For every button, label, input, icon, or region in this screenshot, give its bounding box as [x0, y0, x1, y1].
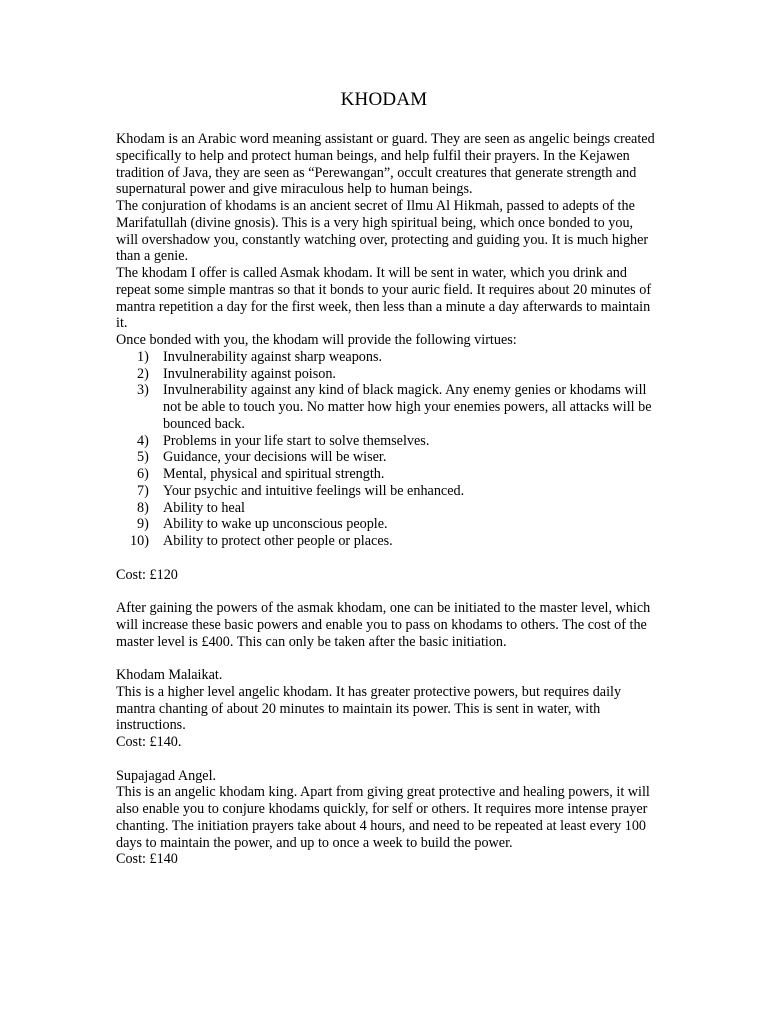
intro-paragraph-1: Khodam is an Arabic word meaning assistant or guard. They are seen as angelic beings created specifically to help and protect human beings, and help fulfil their prayers. In the Kejawen tradition of Java, they are seen as “Perewangan”, occult creatures that generate strength and supernatural power and give miraculous help to human beings. — [116, 131, 655, 198]
master-level-paragraph: After gaining the powers of the asmak khodam, one can be initiated to the master level, which will increase these basic powers and enable you to pass on khodams to others. The cost of the master level is £400. This can only be taken after the basic initiation. — [116, 600, 651, 650]
malaikat-description: This is a higher level angelic khodam. It has greater protective powers, but requires daily mantra chanting of about 20 minutes to maintain its power. This is sent in water, with instructions. — [116, 683, 622, 734]
list-number: 6) — [137, 466, 149, 482]
list-item — [116, 483, 656, 500]
list-text: Mental, physical and spiritual strength. — [163, 466, 385, 482]
list-number: 5) — [137, 449, 149, 466]
list-text: Ability to wake up unconscious people. — [163, 516, 388, 533]
list-number: 2) — [137, 365, 149, 382]
list-number: 8) — [137, 499, 149, 516]
list-item — [116, 533, 656, 550]
list-text: Your psychic and intuitive feelings will be enhanced. — [163, 482, 465, 499]
list-item — [116, 516, 656, 533]
blank-line — [116, 650, 656, 667]
list-number: 4) — [137, 432, 149, 449]
virtues-list — [116, 349, 656, 550]
document-body — [116, 131, 656, 868]
blank-line — [116, 583, 656, 600]
list-item — [116, 500, 656, 517]
basic-cost: Cost: £120 — [116, 566, 178, 583]
list-item — [116, 433, 656, 450]
list-item — [116, 466, 656, 483]
intro-paragraph-2: The conjuration of khodams is an ancient secret of Ilmu Al Hikmah, passed to adepts of the Marifatullah (divine gnosis). This is a very high spiritual being, which once bonded to you, will overshadow you, constantly watching over, protecting and guiding you. It is much higher than a genie. — [116, 198, 649, 265]
blank-line — [116, 550, 656, 567]
intro-paragraph-3: The khodam I offer is called Asmak khodam. It will be sent in water, which you drink and repeat some simple mantras so that it bonds to your auric field. It requires about 20 minutes of mantra repetition a day for the first week, then less than a minute a day afterwards to maintain it. — [116, 265, 652, 332]
list-text: Problems in your life start to solve themselves. — [163, 432, 430, 449]
blank-line — [116, 751, 656, 768]
document-title: KHODAM — [340, 89, 428, 110]
list-item — [116, 382, 656, 432]
list-number: 1) — [137, 348, 149, 365]
list-number: 9) — [137, 516, 149, 533]
supajagad-cost: Cost: £140 — [116, 851, 178, 868]
supajagad-heading: Supajagad Angel. — [116, 767, 217, 784]
malaikat-heading: Khodam Malaikat. — [116, 667, 223, 683]
virtues-intro: Once bonded with you, the khodam will provide the following virtues: — [116, 332, 517, 348]
list-text: Invulnerability against any kind of black magick. Any enemy genies or khodams will not be able to touch you. No matter how high your enemies powers, all attacks will be bounced back. — [163, 382, 652, 432]
list-item — [116, 349, 656, 366]
list-text: Invulnerability against poison. — [163, 365, 336, 382]
list-item — [116, 366, 656, 383]
list-text: Invulnerability against sharp weapons. — [163, 348, 383, 365]
list-text: Guidance, your decisions will be wiser. — [163, 449, 387, 466]
list-text: Ability to protect other people or places. — [163, 533, 393, 549]
malaikat-cost: Cost: £140. — [116, 734, 182, 750]
list-item — [116, 449, 656, 466]
list-number: 10) — [130, 533, 149, 549]
supajagad-description: This is an angelic khodam king. Apart from giving great protective and healing powers, it will also enable you to conjure khodams quickly, for self or others. It requires more intense prayer chanting. The initiation prayers take about 4 hours, and need to be repeated at least every 100 days to maintain the power, and up to once a week to build the power. — [116, 784, 650, 851]
list-text: Ability to heal — [163, 499, 245, 516]
list-number: 7) — [137, 482, 149, 499]
list-number: 3) — [137, 382, 149, 399]
